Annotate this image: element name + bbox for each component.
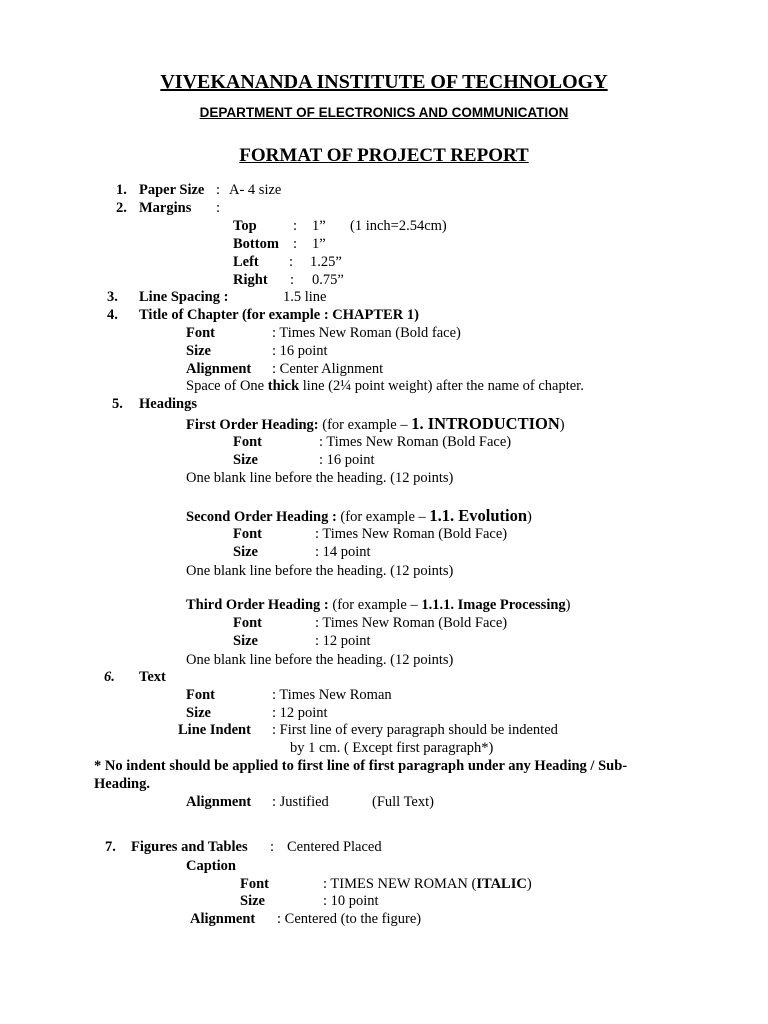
h1-size-label: Size: [233, 452, 258, 468]
caption-label: Caption: [186, 858, 236, 874]
chapter-alignment-value: : Center Alignment: [272, 361, 384, 377]
third-order-heading-line: Third Order Heading : (for example – 1.1.1. Image Processing): [186, 597, 571, 613]
chapter-alignment-label: Alignment: [186, 361, 252, 377]
margin-left-label: Left: [233, 254, 259, 270]
line-indent-value-cont: by 1 cm. ( Except first paragraph*): [290, 740, 494, 756]
line-spacing-value: 1.5 line: [283, 289, 327, 305]
caption-alignment-label: Alignment: [190, 911, 256, 927]
h3-size-label: Size: [233, 633, 258, 649]
h3-font-value: : Times New Roman (Bold Face): [315, 615, 508, 631]
margin-top-colon: :: [293, 218, 298, 234]
caption-font-value: : TIMES NEW ROMAN (ITALIC): [323, 876, 532, 892]
chapter-spacing-note: Space of One thick line (2¼ point weight) after the name of chapter.: [186, 378, 584, 394]
h2-blank-line-note: One blank line before the heading. (12 points): [186, 563, 454, 579]
section-number-2: 2.: [116, 200, 127, 216]
section-number-6: 6.: [104, 669, 115, 685]
margin-top-label: Top: [233, 218, 257, 234]
text-alignment-note: (Full Text): [372, 794, 434, 810]
h3-font-label: Font: [233, 615, 262, 631]
h1-font-value: : Times New Roman (Bold Face): [319, 434, 512, 450]
text-size-label: Size: [186, 705, 211, 721]
margin-top-note: (1 inch=2.54cm): [350, 218, 447, 234]
indent-note-line2: Heading.: [94, 776, 150, 792]
margin-right-colon: :: [290, 272, 295, 288]
h1-size-value: : 16 point: [319, 452, 375, 468]
text-font-value: : Times New Roman: [272, 687, 392, 703]
margin-left-colon: :: [289, 254, 294, 270]
caption-alignment-value: : Centered (to the figure): [277, 911, 422, 927]
margin-top-value: 1”: [312, 218, 326, 234]
section-number-7: 7.: [105, 839, 116, 855]
caption-size-label: Size: [240, 893, 265, 909]
margin-right-label: Right: [233, 272, 268, 288]
line-indent-value: : First line of every paragraph should be indented: [272, 722, 558, 738]
figures-tables-value: Centered Placed: [287, 839, 382, 855]
text-alignment-label: Alignment: [186, 794, 252, 810]
text-alignment-value: : Justified: [272, 794, 329, 810]
margin-left-value: 1.25”: [310, 254, 342, 270]
section-number-1: 1.: [116, 182, 127, 198]
indent-note-line1: * No indent should be applied to first line of first paragraph under any Heading / Sub-: [94, 758, 628, 774]
h1-blank-line-note: One blank line before the heading. (12 points): [186, 470, 454, 486]
margins-label: Margins: [139, 200, 192, 216]
h3-blank-line-note: One blank line before the heading. (12 points): [186, 652, 454, 668]
paper-size-label: Paper Size: [139, 182, 205, 198]
paper-size-colon: :: [216, 182, 221, 198]
h2-font-label: Font: [233, 526, 262, 542]
h2-size-label: Size: [233, 544, 258, 560]
h3-size-value: : 12 point: [315, 633, 371, 649]
first-order-heading-line: First Order Heading: (for example – 1. INTRODUCTION): [186, 414, 565, 433]
h2-font-value: : Times New Roman (Bold Face): [315, 526, 508, 542]
h2-size-value: : 14 point: [315, 544, 371, 560]
chapter-size-label: Size: [186, 343, 211, 359]
text-label: Text: [139, 669, 166, 685]
margins-colon: :: [216, 200, 221, 216]
h1-font-label: Font: [233, 434, 262, 450]
section-number-5: 5.: [112, 396, 123, 412]
margin-right-value: 0.75”: [312, 272, 344, 288]
line-indent-label: Line Indent: [178, 722, 251, 738]
chapter-title-label: Title of Chapter (for example : CHAPTER 1): [139, 307, 419, 323]
figures-tables-colon: :: [270, 839, 275, 855]
caption-font-label: Font: [240, 876, 269, 892]
caption-size-value: : 10 point: [323, 893, 379, 909]
department-name: DEPARTMENT OF ELECTRONICS AND COMMUNICATION: [199, 105, 569, 120]
chapter-font-value: : Times New Roman (Bold face): [272, 325, 461, 341]
paper-size-value: A- 4 size: [229, 182, 282, 198]
margin-bottom-label: Bottom: [233, 236, 279, 252]
institute-name: VIVEKANANDA INSTITUTE OF TECHNOLOGY: [160, 71, 608, 93]
second-order-heading-line: Second Order Heading : (for example – 1.1. Evolution): [186, 506, 532, 525]
text-size-value: : 12 point: [272, 705, 328, 721]
section-number-3: 3.: [107, 289, 118, 305]
section-number-4: 4.: [107, 307, 118, 323]
chapter-font-label: Font: [186, 325, 215, 341]
line-spacing-label: Line Spacing :: [139, 289, 229, 305]
page-title: FORMAT OF PROJECT REPORT: [239, 145, 529, 166]
margin-bottom-value: 1”: [312, 236, 326, 252]
chapter-size-value: : 16 point: [272, 343, 328, 359]
text-font-label: Font: [186, 687, 215, 703]
figures-tables-label: Figures and Tables: [131, 839, 248, 855]
margin-bottom-colon: :: [293, 236, 298, 252]
headings-label: Headings: [139, 396, 198, 412]
